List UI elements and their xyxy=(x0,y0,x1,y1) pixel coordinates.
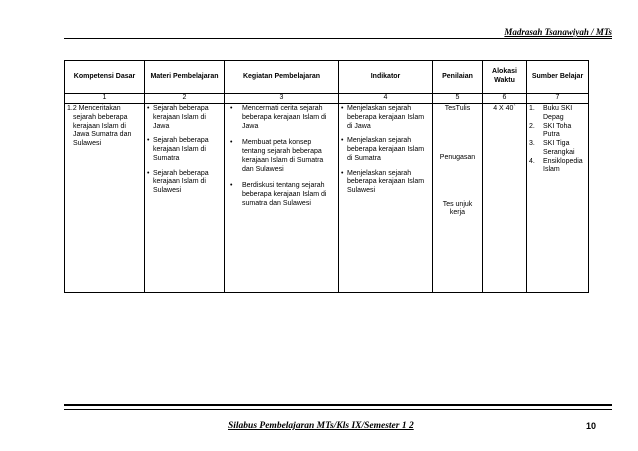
list-item: • Sejarah beberapa kerajaan Islam di Sulawesi xyxy=(147,170,222,196)
column-number: 7 xyxy=(527,94,589,104)
header-sumber: Sumber Belajar xyxy=(527,61,589,94)
time-allocation: 4 X 40` xyxy=(493,105,516,112)
source-number: 2. xyxy=(529,122,535,130)
header-kompetensi: Kompetensi Dasar xyxy=(65,61,145,94)
header-alokasi: Alokasi Waktu xyxy=(483,61,527,94)
source-text: SKI Tiga Serangkai xyxy=(543,140,575,156)
list-item xyxy=(529,158,586,176)
source-number: 1. xyxy=(529,105,535,112)
page-number: 10 xyxy=(586,421,597,431)
activities-cell xyxy=(225,104,339,293)
footer-divider-thick xyxy=(64,404,612,406)
column-number: 5 xyxy=(433,94,483,104)
table-header-row xyxy=(65,61,589,94)
source-text: SKI Toha Putra xyxy=(543,122,572,139)
source-text: Buku SKI Depag xyxy=(543,105,573,121)
column-number-row xyxy=(65,94,589,104)
list-item: • Menjelaskan sejarah beberapa kerajaan Islam di Sumatra xyxy=(341,137,430,163)
list-item xyxy=(529,140,586,158)
column-number: 6 xyxy=(483,94,527,104)
header-materi: Materi Pembelajaran xyxy=(145,61,225,94)
competency-cell xyxy=(65,104,145,293)
column-number: 2 xyxy=(145,94,225,104)
column-number: 4 xyxy=(339,94,433,104)
competency-text: 1.2 Menceritakan sejarah beberapa kerajaan Islam di Jawa Sumatra dan Sulawesi xyxy=(67,105,132,147)
sources-cell xyxy=(527,104,589,293)
source-number: 3. xyxy=(529,140,535,147)
source-text: Ensiklopedia Islam xyxy=(543,157,583,174)
list-item: • Berdiskusi tentang sejarah beberapa kerajaan Islam di sumatra dan Sulawesi xyxy=(227,182,336,208)
header-divider xyxy=(64,38,612,39)
list-item: • Mencermati cerita sejarah beberapa kerajaan Islam di Jawa xyxy=(227,105,336,131)
header-penilaian: Penilaian xyxy=(433,61,483,94)
column-number: 3 xyxy=(225,94,339,104)
assessment-item: Penugasan xyxy=(439,153,476,161)
header-indikator: Indikator xyxy=(339,61,433,94)
syllabus-table xyxy=(64,60,589,293)
list-item: • Sejarah beberapa kerajaan Islam di Jawa xyxy=(147,105,222,131)
assessment-cell xyxy=(433,104,483,293)
list-item xyxy=(529,105,586,123)
source-number: 4. xyxy=(529,157,535,165)
assessment-item: TesTulis xyxy=(444,105,471,112)
list-item: • Sejarah beberapa kerajaan Islam di Sumatra xyxy=(147,137,222,163)
list-item: • Menjelaskan sejarah beberapa kerajaan Islam Sulawesi xyxy=(341,170,430,196)
table-row xyxy=(65,104,589,293)
header-kegiatan: Kegiatan Pembelajaran xyxy=(225,61,339,94)
list-item: • Membuat peta konsep tentang sejarah beberapa kerajaan Islam di Sumatra dan Sulawesi xyxy=(227,139,336,174)
materials-cell xyxy=(145,104,225,293)
footer-title: Silabus Pembelajaran MTs/Kls IX/Semester 1 2 xyxy=(228,421,414,431)
time-allocation-cell xyxy=(483,104,527,293)
footer-divider-thin xyxy=(64,409,612,410)
page-header-title: Madrasah Tsanawiyah / MTs xyxy=(504,27,612,37)
list-item xyxy=(529,123,586,141)
column-number: 1 xyxy=(65,94,145,104)
list-item: • Menjelaskan sejarah beberapa kerajaan Islam di Jawa xyxy=(341,105,430,131)
assessment-item: Tes unjuk kerja xyxy=(442,200,473,217)
indicators-cell xyxy=(339,104,433,293)
